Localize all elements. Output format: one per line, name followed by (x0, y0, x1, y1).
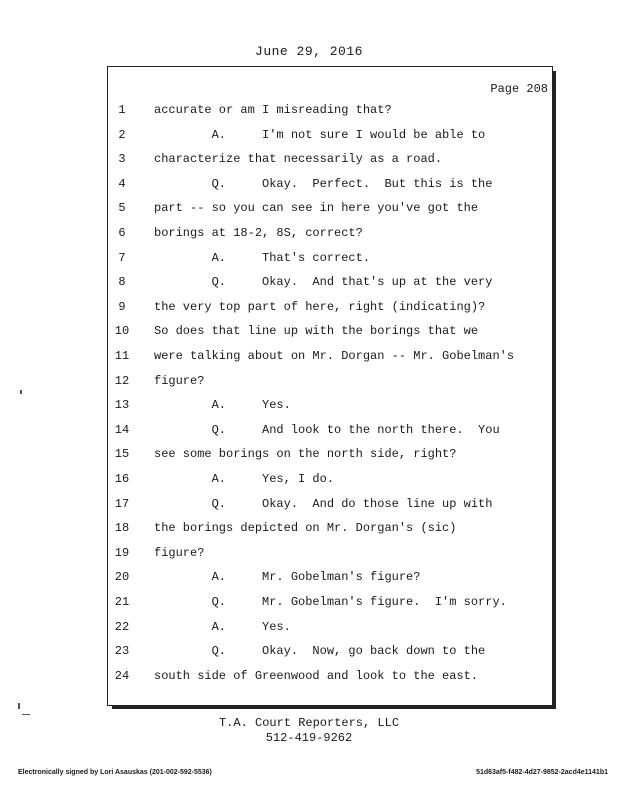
line-number: 6 (118, 226, 126, 240)
line-number: 22 (114, 619, 130, 634)
line-text: A. Yes, I do. (154, 472, 335, 486)
line-number: 21 (114, 595, 130, 609)
line-text: figure? (154, 545, 205, 560)
line-number: 14 (114, 422, 130, 437)
transcript-line (0, 444, 618, 464)
transcript-line (0, 666, 618, 686)
line-text: So does that line up with the borings that we (154, 324, 479, 339)
document-id: 51d63af5-f482-4d27-9852-2acd4e1141b1 (476, 769, 608, 776)
line-text: figure? (154, 373, 205, 388)
scan-speck (18, 703, 20, 709)
transcript-line (0, 494, 618, 514)
line-text: A. Mr. Gobelman's figure? (154, 570, 421, 585)
line-number: 3 (118, 152, 126, 167)
transcript-line (0, 371, 618, 391)
line-text: A. I'm not sure I would be able to (154, 127, 486, 142)
line-text: were talking about on Mr. Dorgan -- Mr. Gobelman's (154, 349, 515, 363)
line-text: Q. Mr. Gobelman's figure. I'm sorry. (154, 595, 507, 609)
line-text: characterize that necessarily as a road. (154, 152, 443, 167)
court-reporter-name: T.A. Court Reporters, LLC (218, 716, 400, 730)
transcript-line (0, 125, 618, 145)
transcript-line (0, 518, 618, 538)
transcript-line (0, 223, 618, 243)
line-number: 12 (114, 373, 130, 388)
line-number: 20 (114, 570, 130, 585)
line-text: Q. Okay. And do those line up with (154, 496, 493, 511)
line-number: 13 (114, 398, 130, 413)
line-number: 24 (114, 668, 130, 683)
transcript-line (0, 198, 618, 218)
line-text: Q. And look to the north there. You (154, 422, 500, 437)
transcript-line (0, 272, 618, 292)
line-text: the borings depicted on Mr. Dorgan's (sic) (154, 521, 457, 536)
line-number: 8 (118, 275, 126, 290)
line-text: see some borings on the north side, right? (154, 447, 457, 462)
line-number: 10 (114, 324, 130, 339)
line-text: A. That's correct. (154, 250, 371, 265)
transcript-line (0, 567, 618, 587)
transcript-date: June 29, 2016 (255, 44, 363, 59)
court-reporter-phone: 512-419-9262 (265, 731, 353, 745)
scan-speck (22, 714, 30, 715)
transcript-line (0, 346, 618, 366)
electronic-signature-note: Electronically signed by Lori Asauskas (201-002-592-5536) (18, 769, 212, 776)
transcript-line (0, 174, 618, 194)
line-number: 23 (114, 644, 130, 659)
page-number: Page 208 (490, 82, 548, 96)
line-text: the very top part of here, right (indicating)? (154, 299, 486, 314)
transcript-line (0, 592, 618, 612)
line-number: 11 (114, 349, 130, 363)
line-number: 17 (114, 496, 130, 511)
transcript-line (0, 321, 618, 341)
line-number: 9 (118, 299, 126, 314)
line-text: Q. Okay. And that's up at the very (154, 275, 493, 290)
line-number: 5 (118, 201, 126, 216)
transcript-line (0, 297, 618, 317)
line-text: south side of Greenwood and look to the east. (154, 668, 479, 683)
line-number: 7 (118, 250, 126, 265)
line-text: accurate or am I misreading that? (154, 103, 392, 117)
line-text: Q. Okay. Perfect. But this is the (154, 176, 493, 191)
line-number: 4 (118, 176, 126, 191)
line-number: 2 (118, 127, 126, 142)
transcript-line (0, 149, 618, 169)
line-number: 15 (114, 447, 130, 462)
transcript-line (0, 469, 618, 489)
transcript-line (0, 395, 618, 415)
transcript-line (0, 100, 618, 120)
line-text: A. Yes. (154, 398, 291, 413)
transcript-line (0, 641, 618, 661)
transcript-line (0, 543, 618, 563)
line-text: A. Yes. (154, 619, 291, 634)
transcript-line (0, 420, 618, 440)
scan-speck (20, 390, 22, 394)
transcript-line (0, 617, 618, 637)
line-number: 16 (114, 472, 130, 486)
transcript-line (0, 248, 618, 268)
line-number: 18 (114, 521, 130, 536)
line-number: 19 (114, 545, 130, 560)
line-text: borings at 18-2, 8S, correct? (154, 226, 363, 240)
line-text: Q. Okay. Now, go back down to the (154, 644, 486, 659)
line-text: part -- so you can see in here you've got the (154, 201, 479, 216)
line-number: 1 (118, 103, 126, 117)
